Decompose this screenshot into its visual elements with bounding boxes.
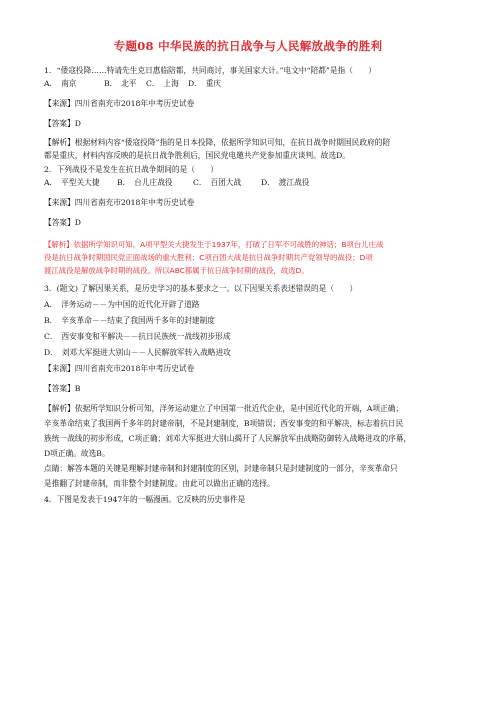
q3-note-line: 点睛：解答本题的关键是理解封建帝制和封建制度的区别，封建帝制只是封建制度的一部分，辛亥革命只 (44, 463, 398, 473)
q1-answer: 【答案】D (44, 118, 81, 128)
q3-note-line: 是推翻了封建帝制，而非整个封建制度。由此可以做出正确的选择。 (44, 478, 275, 488)
q3-option-c: C． 西安事变和平解决－－抗日民族统一战线初步形成 (44, 332, 231, 342)
q2-analysis-line: 渡江战役是解放战争时期的战役。所以ABC都属于抗日战争时期的战役，故选D。 (44, 265, 309, 275)
document-body (44, 64, 458, 506)
q3-option-b: B． 辛亥革命－－结束了我国两千多年的封建制度 (44, 316, 215, 326)
q1-stem: 1．“倭寇投降……特请先生克日惠临陪都，共同商讨，事关国家大计。”电文中“陪都”是指（ ） (44, 66, 376, 75)
q3-answer: 【答案】B (44, 384, 81, 394)
q3-option-a: A． 洋务运动－－为中国的近代化开辟了道路 (44, 300, 200, 310)
q1-option-b: B． 北平 (104, 79, 137, 88)
q2-option-c: C． 百团大战 (193, 178, 242, 188)
q4-stem: 4．下图是发表于1947年的一幅漫画。它反映的历史事件是 (44, 494, 246, 504)
q2-analysis-line: 役是抗日战争时期国民党正面战场的重大胜利；C项百团大战是抗日战争时期共产党领导的战役；D项 (44, 252, 373, 262)
q2-option-d: D． 渡江战役 (261, 178, 310, 188)
q2-options (44, 176, 458, 189)
q1-analysis-line: 都是重庆，材料内容反映的是抗日战争胜利后，国民党电邀共产党参加重庆谈判。故选D。 (44, 151, 350, 161)
q3-analysis-line: D项正确。故选B。 (44, 448, 110, 458)
q2-answer: 【答案】D (44, 217, 81, 227)
q2-source: 【来源】四川省南充市2018年中考历史试卷 (44, 198, 195, 208)
document-title: 专题08 中华民族的抗日战争与人民解放战争的胜利 (113, 39, 383, 53)
q2-option-a: A． 平型关大捷 (44, 178, 100, 188)
q1-option-c: C． 上海 (146, 79, 179, 88)
q2-stem: 2．下列战役不是发生在抗日战争期间的是（ ） (44, 165, 219, 175)
q1-options (44, 77, 458, 90)
q3-stem: 3．(题文) 了解因果关系，是历史学习的基本要求之一。以下因果关系表述错误的是（ ） (44, 284, 358, 294)
q1-analysis-line: 【解析】根据材料内容“倭寇投降”指的是日本投降，依据所学知识可知，在抗日战争时期国民政府的陪 (44, 138, 391, 148)
q3-analysis-line: 【解析】依据所学知识分析可知，洋务运动建立了中国第一批近代企业，是中国近代化的开端，A项正确； (44, 403, 404, 413)
q3-analysis-line: 族统一战线的初步形成，C项正确；刘邓大军挺进大别山揭开了人民解放军由战略防御转入战略进攻的序幕， (44, 433, 412, 443)
q1-option-a: A． 南京 (44, 79, 77, 88)
q2-option-b: B． 台儿庄战役 (117, 178, 173, 188)
q3-analysis-line: 辛亥革命结束了我国两千多年的封建帝制，不是封建制度，B项错误；西安事变的和平解决，标志着抗日民 (44, 418, 404, 428)
q3-option-d: D． 刘邓大军挺进大别山－－人民解放军转入战略进攻 (44, 348, 231, 358)
q2-analysis-line: 【解析】依据所学知识可知，A项平型关大捷发生于1937年，打破了日军不可战胜的神话；B项台儿庄战 (44, 239, 384, 249)
q1-source: 【来源】四川省南充市2018年中考历史试卷 (44, 98, 195, 108)
q3-source: 【来源】四川省南充市2018年中考历史试卷 (44, 364, 195, 374)
q1-option-d: D． 重庆 (188, 79, 222, 88)
